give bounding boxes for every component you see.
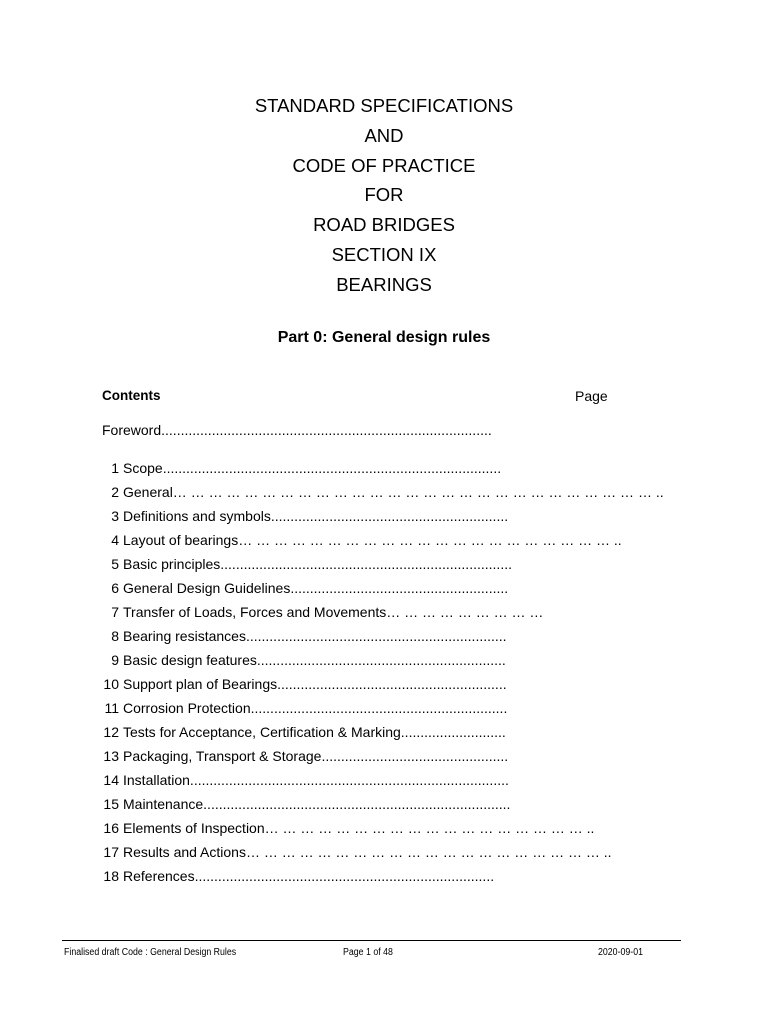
toc-item-text: Corrosion Protection.................................................................. (123, 700, 508, 716)
toc-item-text: General… … … … … … … … … … … … … … … … … … … … … … … … … … … .. (123, 484, 664, 500)
toc-item (98, 554, 558, 574)
page-column-heading: Page (575, 388, 608, 404)
toc-item-number: 5 (111, 556, 119, 572)
footer-date: 2020-09-01 (598, 947, 644, 958)
toc-item (98, 602, 558, 622)
toc-item (98, 842, 612, 862)
toc-item-text: Results and Actions… … … … … … … … … … … … … … … … … … … … .. (123, 844, 612, 860)
toc-item-text: Support plan of Bearings........................................................... (123, 676, 507, 692)
toc-item-text: Installation.................................................................................. (123, 772, 509, 788)
toc-item-number: 1 (111, 460, 119, 476)
title-line: ROAD BRIDGES (313, 214, 455, 236)
toc-item (98, 818, 595, 838)
title-line: SECTION IX (331, 243, 437, 265)
title-line: CODE OF PRACTICE (292, 154, 476, 176)
toc-item-number: 3 (111, 508, 119, 524)
toc-item-text: Transfer of Loads, Forces and Movements… … … … … … … … … (123, 604, 544, 620)
toc-item (98, 794, 558, 814)
toc-item (98, 530, 622, 550)
toc-item (98, 578, 558, 598)
toc-item-number: 12 (103, 724, 119, 740)
toc-item-text: Tests for Acceptance, Certification & Marking........................... (123, 724, 506, 740)
toc-item (98, 626, 558, 646)
toc-item (98, 506, 558, 526)
title-line: AND (364, 124, 404, 146)
toc-item-text: General Design Guidelines........................................................ (123, 580, 509, 596)
toc-item (98, 650, 558, 670)
toc-item (98, 698, 558, 718)
toc-item (98, 482, 664, 502)
toc-item (98, 746, 558, 766)
toc-item-text: References............................................................................. (123, 868, 495, 884)
footer-divider (62, 940, 681, 941)
toc-item-number: 14 (103, 772, 119, 788)
toc-item-text: Scope....................................................................................... (123, 460, 502, 476)
title-line: FOR (364, 184, 404, 206)
toc-item-number: 6 (111, 580, 119, 596)
part-subtitle: Part 0: General design rules (277, 329, 491, 346)
contents-heading: Contents (102, 388, 161, 403)
toc-item-number: 15 (103, 796, 119, 812)
toc-item-text: Basic design features................................................................ (123, 652, 506, 668)
toc-item-text: Definitions and symbols............................................................. (123, 508, 509, 524)
toc-item (98, 674, 558, 694)
toc-item (98, 866, 558, 886)
toc-item (98, 770, 558, 790)
toc-item-number: 7 (111, 604, 119, 620)
toc-item-number: 16 (103, 820, 119, 836)
toc-item (98, 722, 558, 742)
title-line: STANDARD SPECIFICATIONS (254, 95, 514, 116)
toc-item-text: Bearing resistances................................................................... (123, 628, 507, 644)
toc-item-number: 17 (103, 844, 119, 860)
toc-item-text: Maintenance............................................................................... (123, 796, 511, 812)
toc-item-number: 13 (103, 748, 119, 764)
toc-item-number: 18 (103, 868, 119, 884)
toc-item-number: 11 (104, 700, 119, 716)
toc-foreword: Foreword..................................................................................... (102, 422, 492, 438)
toc-item-number: 4 (111, 532, 119, 548)
toc-item-number: 8 (111, 628, 119, 644)
toc-item-number: 2 (111, 484, 119, 500)
document-title (0, 91, 768, 300)
toc-item-number: 9 (111, 652, 119, 668)
footer-page-number: Page 1 of 48 (343, 947, 393, 958)
toc-item-text: Basic principles........................................................................... (123, 556, 512, 572)
title-line: BEARINGS (336, 273, 432, 295)
toc-item-text: Elements of Inspection… … … … … … … … … … … … … … … … … … .. (123, 820, 595, 836)
toc-item-number: 10 (103, 676, 119, 692)
footer-document-name: Finalised draft Code : General Design Rules (64, 947, 237, 958)
toc-item (98, 458, 558, 478)
toc-item-text: Packaging, Transport & Storage................................................ (123, 748, 509, 764)
toc-item-text: Layout of bearings… … … … … … … … … … … … … … … … … … … … … .. (123, 532, 622, 548)
